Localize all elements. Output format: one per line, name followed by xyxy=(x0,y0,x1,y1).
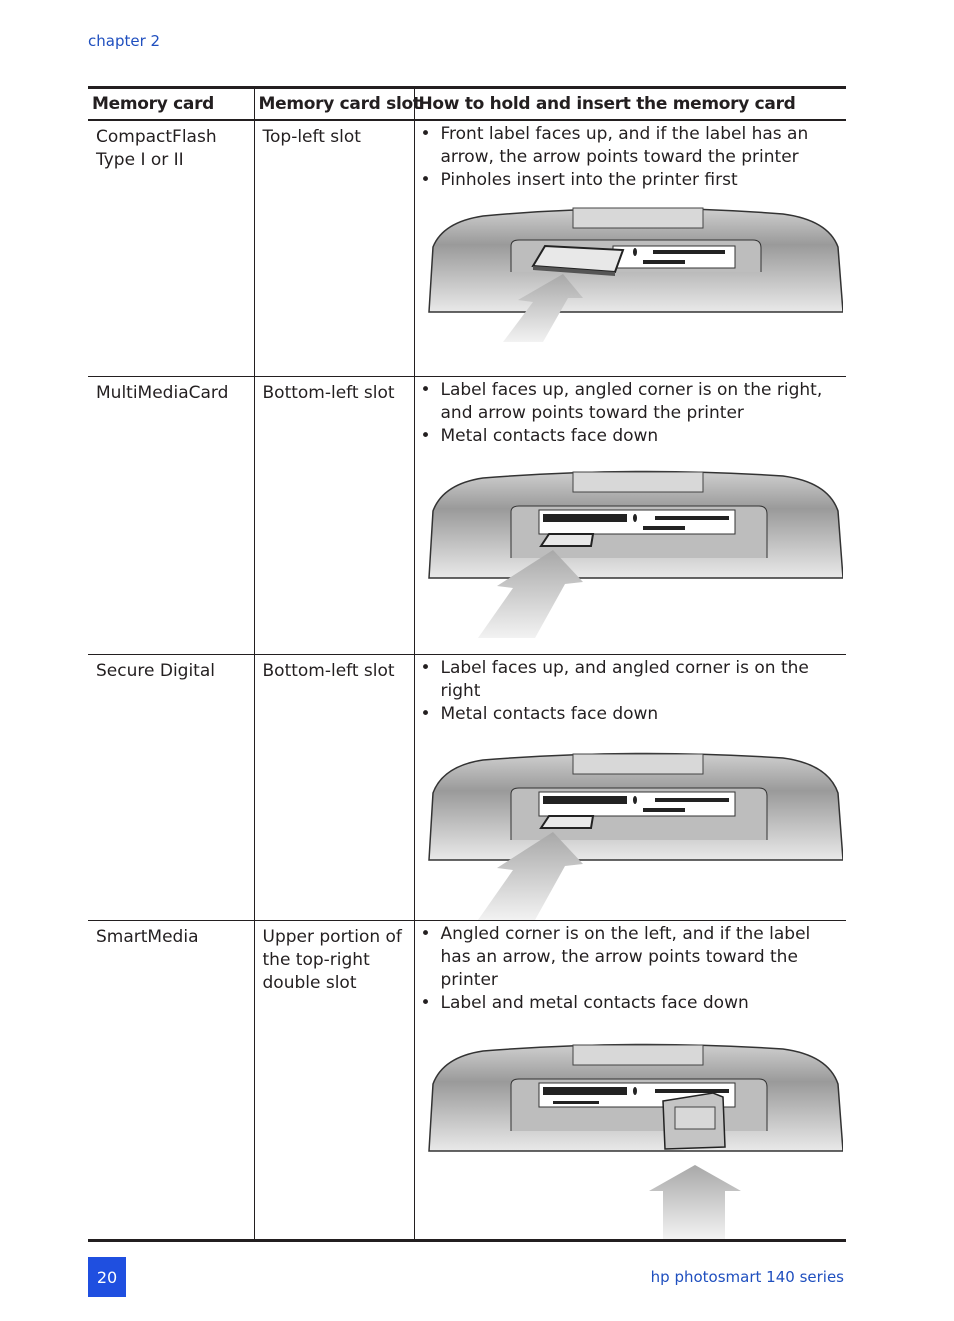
insertion-instructions xyxy=(414,654,846,920)
chapter-label: chapter 2 xyxy=(88,32,161,50)
column-header-memory-card-slot: Memory card slot xyxy=(254,88,414,121)
insertion-instructions xyxy=(414,920,846,1240)
card-name: MultiMediaCard xyxy=(88,376,254,654)
multimediacard-insertion-illustration xyxy=(423,466,843,638)
table-header-row xyxy=(88,88,846,121)
instruction-item: • Metal contacts face down xyxy=(419,425,843,448)
insertion-instructions xyxy=(414,120,846,376)
column-header-how-to-insert: How to hold and insert the memory card xyxy=(414,88,846,121)
instruction-item: • Front label faces up, and if the label has an arrow, the arrow points toward the printer xyxy=(419,123,843,169)
smartmedia-insertion-illustration xyxy=(423,1039,843,1239)
card-slot: Bottom-left slot xyxy=(254,654,414,920)
instruction-item: • Label faces up, angled corner is on the right, and arrow points toward the printer xyxy=(419,379,843,425)
table-row xyxy=(88,376,846,654)
table-row xyxy=(88,120,846,376)
table-row xyxy=(88,654,846,920)
card-slot: Top-left slot xyxy=(254,120,414,376)
product-name-footer: hp photosmart 140 series xyxy=(650,1268,844,1286)
card-name: CompactFlash Type I or II xyxy=(96,127,217,170)
memory-card-table xyxy=(88,86,846,1242)
securedigital-insertion-illustration xyxy=(423,748,843,920)
table-row xyxy=(88,920,846,1240)
instruction-item: • Pinholes insert into the printer first xyxy=(419,169,843,192)
instruction-item: • Label faces up, and angled corner is on the right xyxy=(419,657,843,703)
instruction-item: • Angled corner is on the left, and if the label has an arrow, the arrow points toward the printer xyxy=(419,923,843,992)
instruction-item: • Label and metal contacts face down xyxy=(419,992,843,1015)
insertion-instructions xyxy=(414,376,846,654)
instruction-item: • Metal contacts face down xyxy=(419,703,843,726)
page-number-badge: 20 xyxy=(88,1257,126,1297)
card-slot: Upper portion of the top-right double slot xyxy=(254,920,414,1240)
card-name: SmartMedia xyxy=(88,920,254,1240)
card-slot: Bottom-left slot xyxy=(254,376,414,654)
compactflash-insertion-illustration xyxy=(423,202,843,342)
column-header-memory-card: Memory card xyxy=(88,88,254,121)
card-name: Secure Digital xyxy=(88,654,254,920)
